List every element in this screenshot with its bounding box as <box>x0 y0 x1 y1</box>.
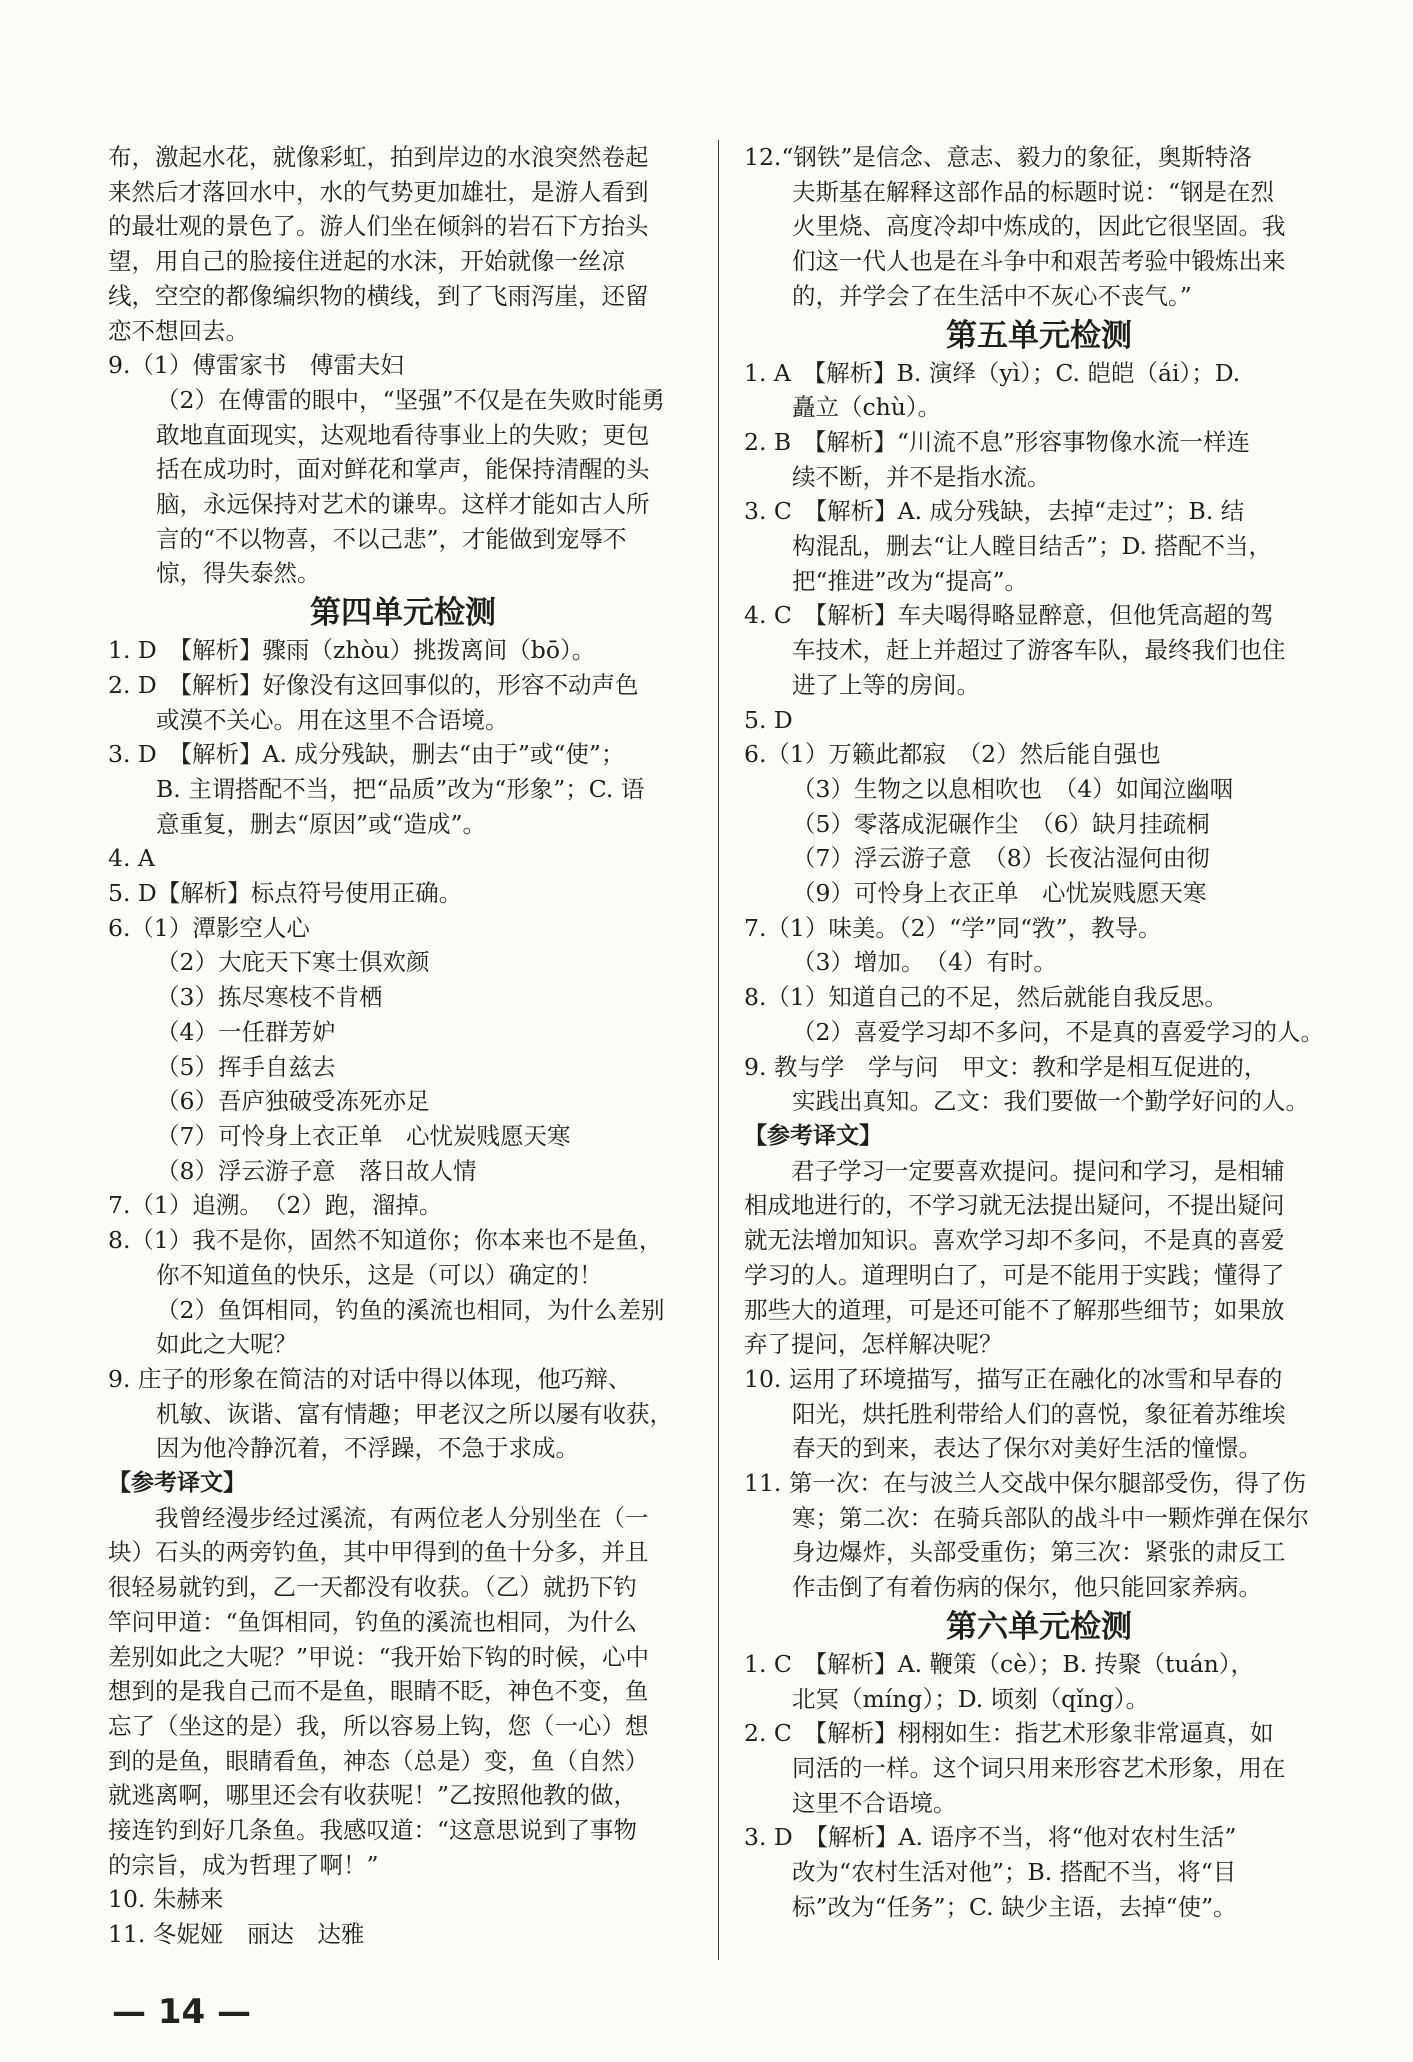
text-line: 5. D <box>744 705 793 734</box>
text-line: B. 主谓搭配不当，把“品质”改为“形象”；C. 语 <box>156 774 645 803</box>
text-line: 12.“钢铁”是信念、意志、毅力的象征，奥斯特洛 <box>744 143 1252 171</box>
text-line: 言的“不以物喜，不以己悲”，才能做到宠辱不 <box>156 524 627 553</box>
text-line: 的，并学会了在生活中不灰心不丧气。” <box>792 281 1192 310</box>
text-line: 那些大的道理，可是还可能不了解那些细节；如果放 <box>744 1295 1285 1324</box>
text-line: 标”改为“任务”；C. 缺少主语，去掉“使”。 <box>792 1892 1237 1921</box>
text-line: 9. 教与学 学与问 甲文：教和学是相互促进的， <box>744 1052 1268 1081</box>
text-line: 的最壮观的景色了。游人们坐在倾斜的岩石下方抬头 <box>108 212 649 241</box>
text-line: 块）石头的两旁钓鱼，其中甲得到的鱼十分多，并且 <box>108 1538 649 1567</box>
text-line: 7.（1）味美。（2）“学”同“敩”，教导。 <box>744 913 1162 942</box>
text-line: 8.（1）知道自己的不足，然后就能自我反思。 <box>744 983 1228 1012</box>
text-line: 这里不合语境。 <box>792 1788 957 1817</box>
text-line: 布，激起水花，就像彩虹，拍到岸边的水浪突然卷起 <box>108 143 649 171</box>
text-line: （5）零落成泥碾作尘 （6）缺月挂疏桐 <box>792 809 1210 838</box>
reference-translation-tag: 【参考译文】 <box>744 1122 882 1149</box>
text-line: 意重复，删去“原因”或“造成”。 <box>156 809 487 838</box>
text-line: 构混乱，删去“让人瞠目结舌”；D. 搭配不当， <box>792 532 1272 561</box>
text-line: 作击倒了有着伤病的保尔，他只能回家养病。 <box>792 1573 1262 1602</box>
text-line: 就逃离啊，哪里还会有收获呢！”乙按照他教的做， <box>108 1781 638 1810</box>
text-line: （2）鱼饵相同，钓鱼的溪流也相同，为什么差别 <box>156 1295 665 1324</box>
text-line: 望，用自己的脸接住迸起的水沫，开始就像一丝凉 <box>108 247 625 276</box>
text-line: 2. B 【解析】“川流不息”形容事物像水流一样连 <box>744 427 1250 456</box>
page-number: — 14 — <box>112 1992 251 2032</box>
text-line: 车技术，赶上并超过了游客车队，最终我们也住 <box>792 636 1286 665</box>
text-line: 的宗旨，成为哲理了啊！” <box>108 1850 379 1879</box>
text-line: （2）大庇天下寒士俱欢颜 <box>156 948 430 977</box>
text-line: 3. D 【解析】A. 语序不当，将“他对农村生活” <box>744 1823 1237 1852</box>
text-line: 接连钓到好几条鱼。我感叹道：“这意思说到了事物 <box>108 1816 638 1845</box>
text-line: （7）浮云游子意 （8）长夜沾湿何由彻 <box>792 844 1210 873</box>
column-divider <box>718 140 719 1960</box>
text-line: 寒；第二次：在骑兵部队的战斗中一颗炸弹在保尔 <box>792 1503 1309 1532</box>
text-line: 北冥（míng）；D. 顷刻（qǐng）。 <box>792 1684 1150 1713</box>
text-line: 相成地进行的，不学习就无法提出疑问，不提出疑问 <box>744 1191 1285 1220</box>
text-line: 8.（1）我不是你，固然不知道你；你本来也不是鱼， <box>108 1226 663 1255</box>
text-line: 身边爆炸，头部受重伤；第三次：紧张的肃反工 <box>792 1538 1286 1567</box>
text-line: 续不断，并不是指水流。 <box>792 462 1051 491</box>
text-line: 阳光，烘托胜利带给人们的喜悦，象征着苏维埃 <box>792 1399 1286 1428</box>
text-line: 们这一代人也是在斗争中和艰苦考验中锻炼出来 <box>792 247 1286 276</box>
text-line: 想到的是我自己而不是鱼，眼睛不眨，神色不变，鱼 <box>108 1677 649 1706</box>
text-line: 1. D 【解析】骤雨（zhòu）挑拨离间（bō）。 <box>108 636 596 665</box>
text-line: 学习的人。道理明白了，可是不能用于实践；懂得了 <box>744 1260 1285 1289</box>
text-line: 恋不想回去。 <box>108 316 249 345</box>
text-line: 夫斯基在解释这部作品的标题时说：“钢是在烈 <box>792 177 1275 206</box>
text-line: 春天的到来，表达了保尔对美好生活的憧憬。 <box>792 1434 1262 1463</box>
text-line: 把“推进”改为“提高”。 <box>792 566 1029 595</box>
text-line: 来然后才落回水中，水的气势更加雄壮，是游人看到 <box>108 177 649 206</box>
text-line: 2. D 【解析】好像没有这回事似的，形容不动声色 <box>108 670 639 699</box>
text-line: （2）在傅雷的眼中，“坚强”不仅是在失败时能勇 <box>156 385 665 414</box>
text-line: 4. A <box>108 844 155 873</box>
text-line: 机敏、诙谐、富有情趣；甲老汉之所以屡有收获， <box>156 1399 673 1428</box>
reference-translation-tag: 【参考译文】 <box>108 1470 246 1497</box>
text-line: 3. D 【解析】A. 成分残缺，删去“由于”或“使”； <box>108 740 625 769</box>
text-line: 7.（1）追溯。 （2）跑，溜掉。 <box>108 1191 443 1220</box>
text-line: （7）可怜身上衣正单 心忧炭贱愿天寒 <box>156 1121 571 1150</box>
text-line: 1. C 【解析】A. 鞭策（cè）；B. 抟聚（tuán）， <box>744 1649 1255 1678</box>
text-line: 因为他冷静沉着，不浮躁，不急于求成。 <box>156 1434 579 1463</box>
text-line: 矗立（chù）。 <box>792 393 942 422</box>
section-heading: 第六单元检测 <box>946 1608 1132 1645</box>
text-line: 10. 朱赫来 <box>108 1885 224 1914</box>
section-heading: 第五单元检测 <box>946 317 1132 354</box>
text-line: （9）可怜身上衣正单 心忧炭贱愿天寒 <box>792 879 1207 908</box>
text-line: 括在成功时，面对鲜花和掌声，能保持清醒的头 <box>156 455 650 484</box>
text-line: （2）喜爱学习却不多问，不是真的喜爱学习的人。 <box>792 1017 1324 1046</box>
text-line: 4. C 【解析】车夫喝得略显醉意，但他凭高超的驾 <box>744 601 1274 630</box>
text-line: （3）拣尽寒枝不肯栖 <box>156 983 383 1012</box>
text-line: 改为“农村生活对他”；B. 搭配不当，将“目 <box>792 1858 1237 1887</box>
text-line: 10. 运用了环境描写，描写正在融化的冰雪和早春的 <box>744 1364 1283 1393</box>
text-line: 竿问甲道：“鱼饵相同，钓鱼的溪流也相同，为什么 <box>108 1607 638 1636</box>
text-line: （3）增加。 （4）有时。 <box>792 948 1057 977</box>
text-line: 2. C 【解析】栩栩如生：指艺术形象非常逼真，如 <box>744 1719 1274 1748</box>
text-line: 我曾经漫步经过溪流，有两位老人分别坐在（一 <box>108 1503 649 1532</box>
text-line: 君子学习一定要喜欢提问。提问和学习，是相辅 <box>744 1156 1285 1185</box>
text-line: 如此之大呢？ <box>156 1330 297 1359</box>
text-line: 进了上等的房间。 <box>792 670 980 699</box>
text-line: 弃了提问，怎样解决呢？ <box>744 1330 1003 1359</box>
text-line: 火里烧、高度冷却中炼成的，因此它很坚固。我 <box>792 212 1286 241</box>
text-line: 到的是鱼，眼睛看鱼，神态（总是）变，鱼（自然） <box>108 1746 649 1775</box>
text-line: 就无法增加知识。喜欢学习却不多问，不是真的喜爱 <box>744 1226 1285 1255</box>
text-line: （8）浮云游子意 落日故人情 <box>156 1156 477 1185</box>
text-line: 同活的一样。这个词只用来形容艺术形象，用在 <box>792 1753 1286 1782</box>
text-line: 或漠不关心。用在这里不合语境。 <box>156 705 509 734</box>
right-column <box>744 140 1334 1924</box>
text-line: （6）吾庐独破受冻死亦足 <box>156 1087 430 1116</box>
section-heading: 第四单元检测 <box>310 595 496 632</box>
text-line: 实践出真知。乙文：我们要做一个勤学好问的人。 <box>792 1087 1309 1116</box>
left-column <box>108 140 698 1952</box>
text-line: 你不知道鱼的快乐，这是（可以）确定的！ <box>156 1260 603 1289</box>
text-line: 11. 冬妮娅 丽达 达雅 <box>108 1920 365 1949</box>
text-line: 敢地直面现实，达观地看待事业上的失败；更包 <box>156 420 650 449</box>
text-line: 差别如此之大呢？”甲说：“我开始下钩的时候，心中 <box>108 1642 650 1671</box>
text-line: 1. A 【解析】B. 演绎（yì）；C. 皑皑（ái）；D. <box>744 358 1241 387</box>
text-line: （4）一任群芳妒 <box>156 1017 336 1046</box>
text-line: 忘了（坐这的是）我，所以容易上钩，您（一心）想 <box>108 1711 649 1740</box>
text-line: 6.（1）万籁此都寂 （2）然后能自强也 <box>744 740 1161 769</box>
text-line: 9. 庄子的形象在简洁的对话中得以体现，他巧辩、 <box>108 1364 632 1393</box>
text-line: 11. 第一次：在与波兰人交战中保尔腿部受伤，得了伤 <box>744 1469 1306 1498</box>
text-line: 线，空空的都像编织物的横线，到了飞雨泻崖，还留 <box>108 281 649 310</box>
text-line: （3）生物之以息相吹也 （4）如闻泣幽咽 <box>792 774 1234 803</box>
text-line: 脑，永远保持对艺术的谦卑。这样才能如古人所 <box>156 490 650 519</box>
text-line: 5. D【解析】标点符号使用正确。 <box>108 879 463 908</box>
text-line: 9.（1）傅雷家书 傅雷夫妇 <box>108 351 404 380</box>
text-line: 3. C 【解析】A. 成分残缺，去掉“走过”；B. 结 <box>744 497 1245 526</box>
text-line: 惊，得失泰然。 <box>156 559 321 588</box>
text-line: 6.（1）潭影空人心 <box>108 913 310 942</box>
text-line: 很轻易就钓到，乙一天都没有收获。（乙）就扔下钓 <box>108 1573 637 1602</box>
text-line: （5）挥手自兹去 <box>156 1052 336 1081</box>
